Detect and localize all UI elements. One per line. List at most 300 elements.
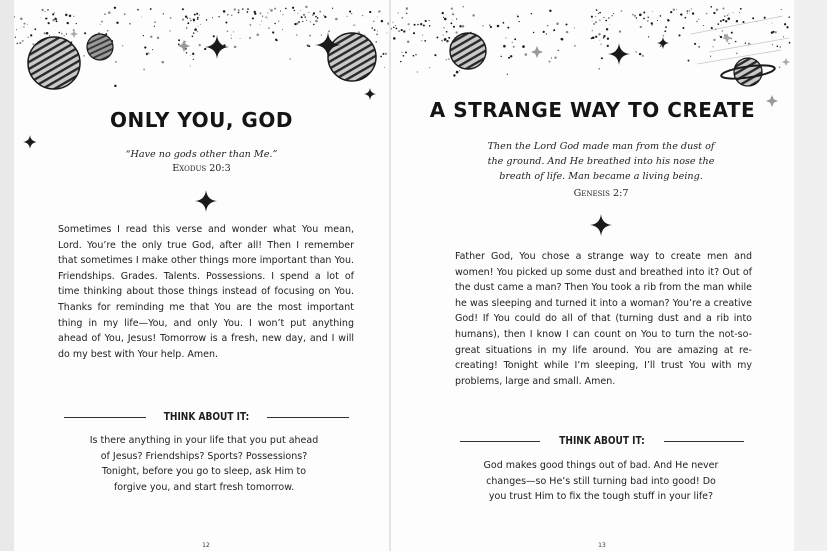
stardust-dot	[143, 35, 144, 36]
stardust-dot	[779, 16, 780, 17]
verse-reference: Genesis 2:7	[573, 188, 629, 199]
stardust-dot	[722, 7, 724, 9]
stardust-dot	[104, 13, 105, 14]
stardust-dot	[294, 23, 296, 25]
stardust-dot	[684, 17, 686, 19]
stardust-dot	[385, 53, 387, 55]
stardust-dot	[459, 25, 461, 27]
stardust-dot	[275, 39, 277, 41]
stardust-dot	[413, 32, 415, 34]
stardust-dot	[355, 24, 356, 25]
stardust-dot	[473, 47, 476, 50]
stardust-dot	[457, 41, 458, 42]
stardust-dot	[619, 30, 621, 32]
stardust-dot	[76, 23, 77, 24]
stardust-dot	[157, 37, 159, 39]
stardust-dot	[510, 55, 512, 57]
stardust-dot	[599, 40, 600, 41]
stardust-dot	[261, 21, 262, 22]
stardust-dot	[453, 26, 455, 28]
stardust-dot	[49, 35, 50, 36]
stardust-dot	[712, 46, 713, 47]
stardust-dot	[444, 39, 446, 41]
stardust-dot	[45, 11, 46, 12]
stardust-dot	[324, 16, 326, 18]
stardust-dot	[549, 10, 551, 12]
stardust-dot	[546, 33, 547, 34]
stardust-dot	[101, 21, 103, 23]
stardust-dot	[673, 9, 675, 11]
stardust-dot	[592, 30, 593, 31]
stardust-dot	[58, 78, 60, 80]
stardust-dot	[27, 37, 28, 38]
stardust-dot	[312, 14, 313, 15]
sparkle-divider-icon	[195, 190, 217, 212]
stardust-dot	[339, 40, 341, 42]
stardust-dot	[452, 13, 453, 14]
stardust-dot	[643, 11, 645, 13]
stardust-dot	[150, 8, 152, 10]
stardust-dot	[189, 18, 190, 19]
stardust-dot	[731, 32, 733, 34]
stardust-dot	[553, 30, 554, 31]
stardust-dot	[716, 8, 719, 11]
stardust-dot	[306, 20, 307, 21]
stardust-dot	[398, 12, 399, 13]
stardust-dot	[482, 25, 484, 27]
stardust-dot	[58, 39, 60, 41]
stardust-dot	[434, 54, 436, 56]
stardust-dot	[309, 35, 311, 37]
stardust-dot	[441, 40, 443, 42]
stardust-dot	[300, 10, 301, 11]
stardust-dot	[378, 11, 380, 13]
stardust-dot	[688, 60, 690, 62]
stardust-icon	[14, 6, 389, 87]
stardust-dot	[608, 17, 610, 19]
stardust-dot	[310, 21, 311, 22]
stardust-dot	[740, 8, 742, 10]
stardust-dot	[490, 26, 492, 28]
stardust-dot	[240, 38, 241, 39]
stardust-dot	[94, 51, 95, 52]
stardust-dot	[54, 12, 55, 13]
stardust-dot	[456, 71, 459, 74]
stardust-dot	[724, 34, 726, 36]
stardust-dot	[115, 61, 116, 62]
stardust-dot	[45, 18, 47, 20]
stardust-dot	[154, 21, 156, 23]
stardust-dot	[470, 32, 471, 33]
stardust-dot	[304, 16, 305, 17]
stardust-dot	[447, 41, 448, 42]
stardust-dot	[315, 20, 318, 23]
devotional-body: Sometimes I read this verse and wonder what You mean, Lord. You’re the only true God, after all! Then I remember that sometimes I make other things more important than You. Friendships. Grades. Talents. Possessions. I spend a lot of time thinking about those things instead of focusing on You. Thanks for reminding me that You are the most important thing in my life—You, and only You. I won’t put anything ahead of You, Jesus! Tomorrow is a fresh, new day, and I will do my best with Your help. Amen.	[58, 224, 354, 360]
stardust-dot	[713, 12, 715, 14]
stardust-dot	[47, 22, 49, 24]
stardust-dot	[450, 45, 451, 46]
stardust-dot	[393, 22, 394, 23]
stardust-dot	[353, 25, 354, 26]
stardust-dot	[566, 31, 568, 33]
stardust-dot	[472, 14, 475, 17]
stardust-dot	[771, 32, 773, 34]
stardust-dot	[554, 57, 556, 59]
think-about-it-text: Is there anything in your life that you put ahead of Jesus? Friendships? Sports? Possessions? Tonight, before you go to sleep, ask Him to forgive you, and start fresh tomorrow.	[89, 435, 319, 493]
stardust-dot	[213, 35, 215, 37]
stardust-dot	[728, 13, 729, 14]
stardust-dot	[455, 37, 456, 38]
stardust-dot	[599, 12, 601, 14]
stardust-dot	[514, 38, 516, 40]
stardust-dot	[676, 9, 677, 10]
stardust-dot	[459, 70, 460, 71]
stardust-dot	[141, 16, 142, 17]
stardust-dot	[380, 56, 382, 58]
devotional-body: Father God, You chose a strange way to create men and women! You picked up some dust and breathed into it? Out of the dust came a man? Then You took a rib from the man while he was sleeping and turned it into a woman? You’re a creative God! If You could do all of that (turning dust and a rib into humans), then I know I can count on You to turn the not-so-great situations in my life around. You are amazing at re-creating! Tonight while I’m sleeping, I’ll trust You with my problems, large and small. Amen.	[455, 251, 752, 387]
stardust-dot	[272, 31, 274, 33]
stardust-dot	[772, 44, 773, 45]
stardust-dot	[199, 15, 200, 16]
stardust-dot	[720, 36, 722, 38]
star-icon	[178, 40, 190, 52]
star-icon	[531, 46, 543, 58]
stardust-dot	[405, 51, 407, 53]
stardust-dot	[489, 24, 490, 25]
stardust-dot	[680, 13, 682, 15]
stardust-dot	[634, 15, 636, 17]
stardust-dot	[193, 19, 195, 21]
stardust-dot	[451, 8, 453, 10]
stardust-dot	[386, 32, 387, 33]
stardust-dot	[636, 51, 637, 52]
stardust-dot	[50, 45, 52, 47]
stardust-dot	[603, 35, 604, 36]
stardust-dot	[68, 44, 70, 46]
stardust-dot	[724, 15, 725, 16]
stardust-dot	[267, 12, 268, 13]
stardust-dot	[459, 49, 460, 50]
stardust-dot	[745, 43, 746, 44]
stardust-dot	[111, 46, 112, 47]
stardust-dot	[186, 28, 187, 29]
stardust-dot	[764, 17, 766, 19]
stardust-dot	[345, 45, 347, 47]
stardust-dot	[408, 23, 410, 25]
stardust-dot	[680, 14, 681, 15]
stardust-dot	[182, 19, 184, 21]
stardust-dot	[185, 48, 187, 50]
stardust-dot	[371, 27, 373, 29]
stardust-dot	[52, 13, 54, 15]
stardust-dot	[728, 43, 730, 45]
stardust-dot	[137, 9, 139, 11]
page-number: 12	[202, 542, 210, 549]
stardust-dot	[448, 58, 450, 60]
stardust-dot	[58, 61, 59, 62]
sparkle-icon	[364, 88, 376, 100]
stardust-dot	[752, 17, 754, 19]
stardust-dot	[56, 21, 58, 23]
stardust-dot	[298, 21, 300, 23]
stardust-dot	[238, 9, 240, 11]
stardust-dot	[717, 23, 719, 25]
stardust-dot	[200, 24, 201, 25]
stardust-dot	[197, 17, 199, 19]
stardust-dot	[639, 14, 642, 17]
stardust-dot	[595, 21, 597, 23]
stardust-dot	[603, 35, 605, 37]
stardust-dot	[711, 27, 713, 29]
stardust-dot	[54, 43, 56, 45]
stardust-dot	[600, 44, 601, 45]
stardust-dot	[212, 17, 213, 18]
star-icon	[722, 33, 732, 43]
stardust-dot	[598, 13, 599, 14]
stardust-dot	[445, 59, 446, 60]
stardust-dot	[154, 26, 155, 27]
stardust-dot	[533, 32, 534, 33]
stardust-dot	[777, 46, 779, 48]
stardust-dot	[543, 31, 545, 33]
stardust-dot	[197, 18, 199, 20]
stardust-dot	[354, 52, 356, 54]
stardust-dot	[58, 56, 60, 58]
stardust-dot	[599, 19, 601, 21]
sparkle-icon	[657, 37, 669, 49]
stardust-dot	[383, 53, 385, 55]
stardust-dot	[76, 55, 78, 57]
stardust-dot	[170, 17, 172, 19]
stardust-dot	[660, 15, 662, 17]
stardust-dot	[193, 59, 194, 60]
stardust-dot	[525, 53, 528, 56]
stardust-dot	[696, 21, 698, 23]
stardust-dot	[547, 25, 549, 27]
stardust-dot	[458, 46, 460, 48]
stardust-dot	[40, 17, 41, 18]
sparkle-divider-icon	[590, 214, 612, 236]
stardust-dot	[358, 31, 360, 33]
stardust-dot	[606, 28, 608, 30]
stardust-dot	[455, 45, 457, 47]
verse-text: “Have no gods other than Me.”	[125, 149, 278, 160]
stardust-dot	[698, 46, 700, 48]
planet-icon	[28, 37, 80, 89]
stardust-dot	[453, 74, 455, 76]
stardust-dot	[652, 11, 653, 12]
stardust-dot	[296, 22, 298, 24]
stardust-dot	[660, 45, 661, 46]
verse-reference: Exodus 20:3	[172, 163, 231, 174]
stardust-dot	[247, 8, 249, 10]
stardust-dot	[648, 36, 649, 37]
stardust-dot	[199, 44, 201, 46]
stardust-dot	[61, 33, 63, 35]
stardust-dot	[274, 8, 276, 10]
stardust-dot	[788, 16, 790, 18]
star-icon	[70, 30, 78, 38]
stardust-dot	[313, 12, 315, 14]
stardust-dot	[349, 11, 351, 13]
stardust-dot	[147, 53, 148, 54]
stardust-dot	[49, 84, 50, 85]
stardust-dot	[605, 20, 607, 22]
stardust-dot	[305, 6, 307, 8]
stardust-dot	[742, 21, 744, 23]
stardust-dot	[45, 18, 47, 20]
stardust-dot	[425, 20, 427, 22]
think-about-it-text: God makes good things out of bad. And He never changes—so He’s still turning bad into good! Do you trust Him to fix the tough stuff in your life?	[483, 460, 719, 503]
stardust-dot	[402, 17, 403, 18]
stardust-dot	[107, 54, 110, 57]
stardust-dot	[124, 13, 125, 14]
stardust-dot	[722, 31, 723, 32]
stardust-dot	[122, 45, 123, 46]
stardust-dot	[736, 20, 738, 22]
stardust-dot	[756, 21, 757, 22]
stardust-dot	[47, 18, 48, 19]
stardust-dot	[150, 36, 152, 38]
stardust-dot	[632, 14, 634, 16]
stardust-dot	[20, 18, 23, 21]
stardust-dot	[403, 30, 405, 32]
stardust-dot	[607, 45, 609, 47]
stardust-dot	[395, 25, 396, 26]
stardust-dot	[20, 28, 21, 29]
stardust-dot	[591, 37, 593, 39]
stardust-dot	[384, 67, 385, 68]
stardust-dot	[303, 14, 305, 16]
stardust-dot	[406, 7, 409, 10]
stardust-dot	[691, 9, 692, 10]
stardust-dot	[467, 59, 469, 61]
stardust-dot	[262, 16, 263, 17]
stardust-dot	[513, 46, 515, 48]
stardust-dot	[421, 40, 422, 41]
stardust-dot	[48, 22, 50, 24]
stardust-dot	[565, 23, 567, 25]
stardust-dot	[725, 20, 727, 22]
stardust-dot	[192, 53, 194, 55]
stardust-dot	[103, 49, 105, 51]
stardust-dot	[308, 45, 309, 46]
stardust-dot	[722, 19, 724, 21]
stardust-dot	[14, 16, 15, 18]
stardust-dot	[400, 61, 401, 62]
stardust-dot	[446, 31, 448, 33]
stardust-dot	[601, 57, 603, 59]
stardust-dot	[406, 13, 407, 14]
stardust-dot	[592, 20, 593, 21]
stardust-dot	[591, 16, 593, 18]
stardust-dot	[436, 36, 438, 38]
stardust-dot	[401, 29, 403, 31]
stardust-dot	[448, 37, 450, 39]
stardust-dot	[518, 21, 519, 22]
stardust-dot	[190, 19, 192, 21]
stardust-dot	[377, 31, 378, 32]
stardust-dot	[748, 43, 751, 46]
stardust-dot	[34, 28, 36, 30]
stardust-dot	[377, 16, 378, 17]
stardust-dot	[63, 44, 65, 46]
stardust-dot	[254, 11, 256, 13]
stardust-dot	[192, 35, 194, 37]
stardust-dot	[443, 35, 444, 36]
stardust-dot	[223, 44, 225, 46]
stardust-dot	[56, 21, 57, 22]
stardust-dot	[234, 8, 236, 10]
stardust-dot	[332, 8, 333, 9]
stardust-dot	[458, 49, 459, 50]
stardust-dot	[727, 19, 728, 20]
sparkle-icon	[205, 35, 229, 59]
stardust-dot	[144, 46, 146, 48]
stardust-dot	[197, 31, 199, 33]
stardust-dot	[77, 56, 78, 57]
stardust-dot	[670, 11, 672, 13]
stardust-dot	[196, 13, 198, 15]
stardust-dot	[66, 33, 67, 34]
stardust-dot	[190, 55, 191, 56]
stardust-dot	[720, 20, 722, 22]
stardust-dot	[19, 42, 21, 44]
stardust-dot	[636, 17, 637, 18]
stardust-dot	[111, 40, 113, 42]
stardust-dot	[507, 74, 508, 75]
stardust-dot	[407, 40, 410, 43]
stardust-dot	[378, 10, 380, 12]
stardust-dot	[360, 65, 362, 67]
stardust-dot	[227, 30, 229, 32]
stardust-dot	[398, 30, 400, 32]
stardust-dot	[789, 42, 791, 44]
stardust-dot	[43, 47, 45, 49]
planet-icon	[450, 33, 486, 69]
stardust-dot	[116, 22, 118, 24]
stardust-dot	[193, 32, 194, 33]
stardust-dot	[307, 45, 309, 47]
stardust-dot	[786, 26, 788, 28]
stardust-dot	[292, 7, 294, 9]
stardust-dot	[107, 30, 109, 32]
stardust-dot	[609, 24, 610, 25]
think-about-it-label: THINK ABOUT IT:	[559, 434, 645, 447]
stardust-dot	[71, 42, 73, 44]
stardust-dot	[692, 12, 694, 14]
stardust-dot	[443, 17, 444, 18]
stardust-dot	[446, 40, 448, 42]
stardust-dot	[22, 40, 24, 42]
stardust-dot	[67, 22, 69, 24]
stardust-dot	[186, 27, 188, 29]
stardust-dot	[703, 25, 704, 26]
stardust-dot	[549, 61, 551, 63]
stardust-dot	[781, 9, 782, 10]
stardust-dot	[503, 22, 505, 24]
stardust-dot	[621, 10, 623, 12]
stardust-dot	[505, 37, 506, 38]
stardust-dot	[463, 58, 465, 60]
stardust-dot	[603, 17, 604, 18]
stardust-dot	[194, 28, 197, 31]
stardust-dot	[83, 55, 84, 56]
stardust-dot	[194, 14, 196, 16]
stardust-dot	[265, 16, 267, 18]
stardust-dot	[41, 9, 43, 11]
stardust-dot	[27, 24, 28, 25]
